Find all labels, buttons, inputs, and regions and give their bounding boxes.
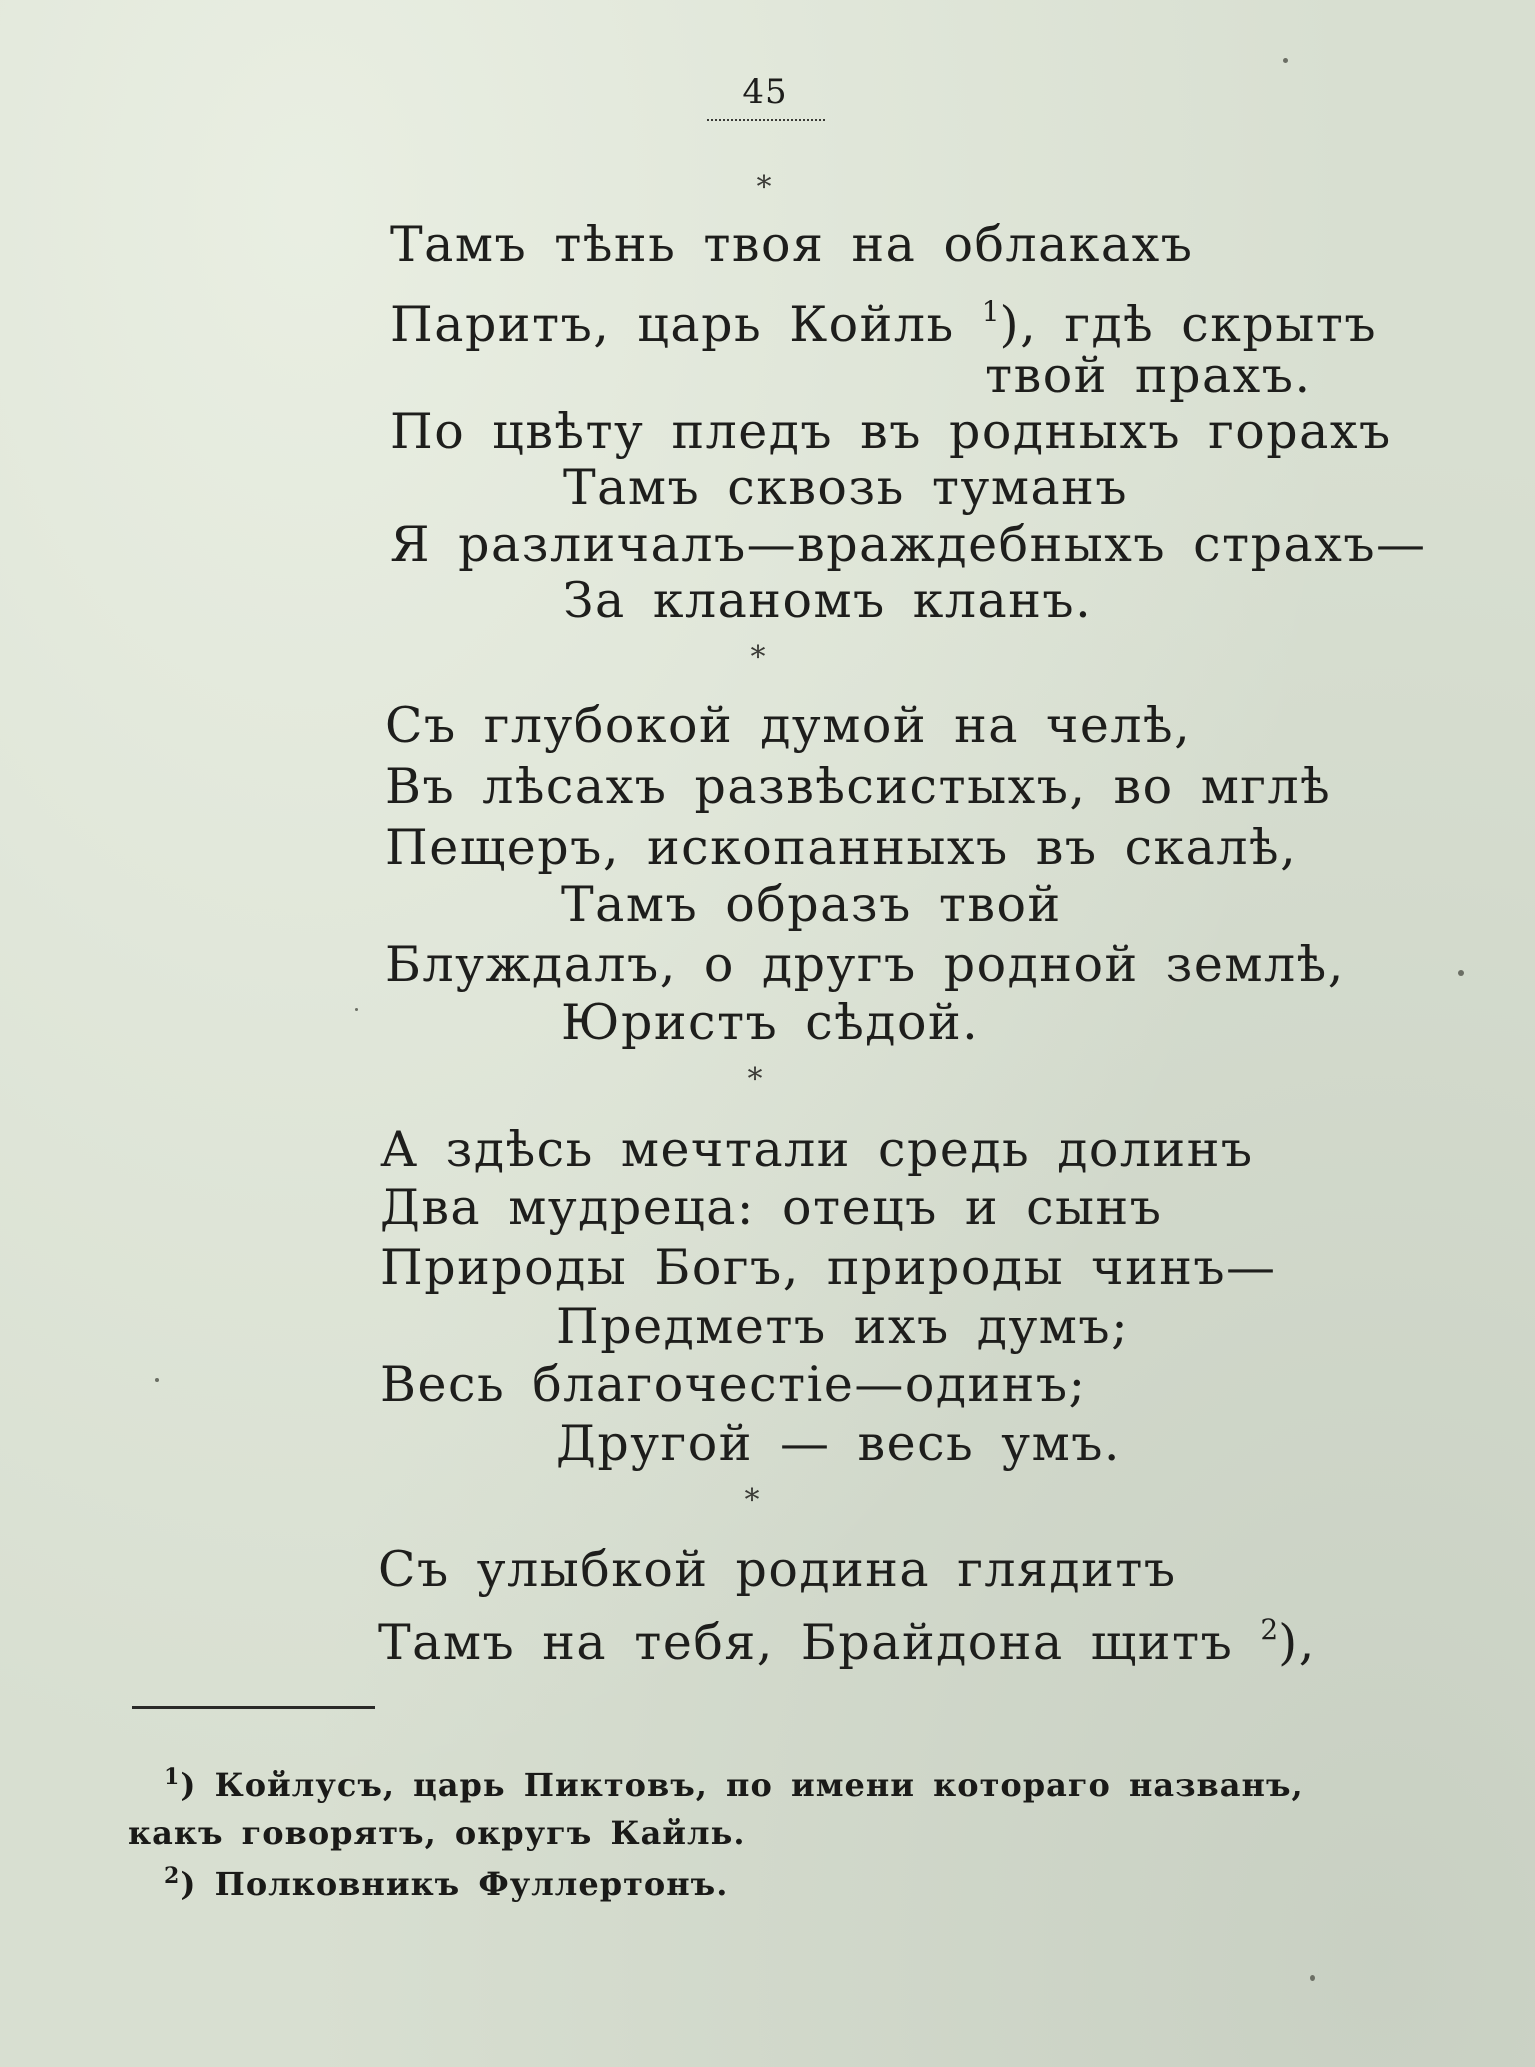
poem-line: Юристъ сѣдой. — [561, 994, 980, 1051]
poem-line: Природы Богъ, природы чинъ— — [380, 1239, 1277, 1296]
footnote-2: $^2$) Полковникъ Фуллертонъ. — [164, 1863, 729, 1903]
poem-line: Блуждалъ, о другъ родной землѣ, — [385, 936, 1345, 993]
footnote-rule — [132, 1706, 375, 1709]
paper-speck — [1458, 970, 1464, 976]
poem-line: Съ глубокой думой на челѣ, — [385, 697, 1192, 754]
poem-line: Въ лѣсахъ развѣсистыхъ, во мглѣ — [385, 758, 1332, 815]
stanza-separator-1: * — [756, 170, 772, 205]
page-number-rule — [707, 119, 825, 121]
poem-line: Я различалъ—враждебныхъ страхъ— — [390, 516, 1427, 573]
paper-speck — [1310, 1975, 1315, 1981]
footnote-mark: 2 — [164, 1863, 181, 1889]
poem-line: Тамъ на тебя, Брайдона щитъ $^2$), — [378, 1613, 1316, 1671]
poem-line: Паритъ, царь Койль $^1$), гдѣ скрытъ — [390, 295, 1377, 353]
footnote-1: $^1$) Койлусъ, царь Пиктовъ, по имени котораго названъ, какъ говорятъ, округъ Кайль. — [128, 1764, 1304, 1852]
poem-line: Два мудреца: отецъ и сынъ — [380, 1179, 1163, 1236]
poem-line: Съ улыбкой родина глядитъ — [378, 1541, 1177, 1598]
paper-speck — [355, 1008, 358, 1011]
poem-line: Тамъ образъ твой — [561, 876, 1062, 933]
paper-speck — [1283, 58, 1288, 63]
poem-line: Весь благочестіе—одинъ; — [380, 1356, 1087, 1413]
stanza-separator-3: * — [747, 1062, 763, 1097]
poem-line: твой прахъ. — [985, 347, 1312, 404]
stanza-separator-2: * — [750, 640, 766, 675]
poem-line: А здѣсь мечтали средь долинъ — [380, 1121, 1254, 1178]
poem-line: Тамъ тѣнь твоя на облакахъ — [390, 216, 1194, 273]
poem-line: По цвѣту пледъ въ родныхъ горахъ — [390, 403, 1392, 460]
footnote-ref-2: 2 — [1260, 1613, 1279, 1646]
poem-line: Другой — весь умъ. — [556, 1415, 1121, 1472]
footnote-mark: 1 — [164, 1764, 181, 1790]
poem-line: За кланомъ кланъ. — [563, 572, 1093, 629]
paper-speck — [155, 1378, 159, 1382]
page-number: 45 — [742, 72, 788, 112]
poem-line: Тамъ сквозь туманъ — [563, 459, 1128, 516]
poem-line: Пещеръ, ископанныхъ въ скалѣ, — [385, 819, 1298, 876]
poem-line: Предметъ ихъ думъ; — [556, 1298, 1130, 1355]
stanza-separator-4: * — [744, 1483, 760, 1518]
footnote-ref-1: 1 — [981, 295, 1000, 328]
